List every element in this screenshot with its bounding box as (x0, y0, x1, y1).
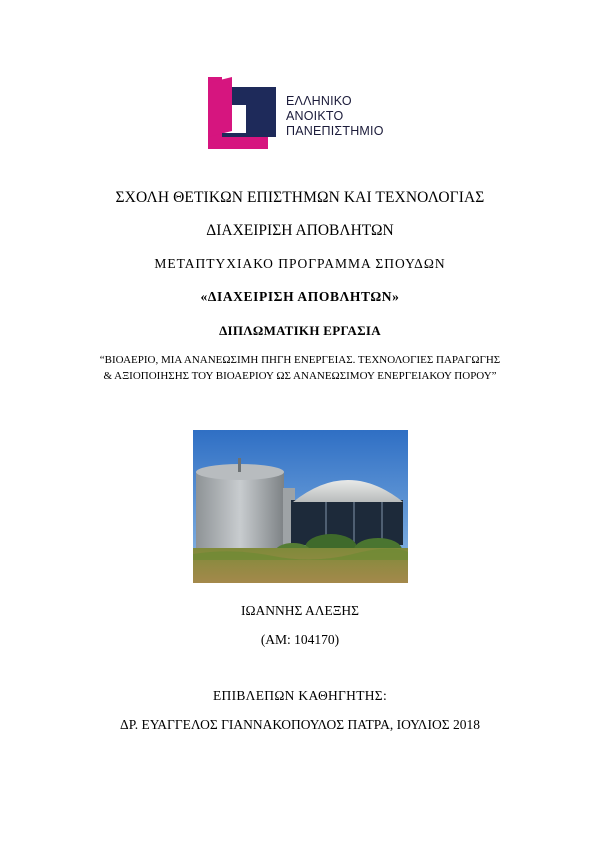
supervisor-label: ΕΠΙΒΛΕΠΩΝ ΚΑΘΗΓΗΤΗΣ: (212, 688, 388, 703)
supervisor-name-and-date: ΔΡ. ΕΥΑΓΓΕΛΟΣ ΓΙΑΝΝΑΚΟΠΟΥΛΟΣ ΠΑΤΡΑ, ΙΟΥΛΙΟΣ 2018 (120, 717, 480, 732)
university-logo-mark-icon (208, 77, 282, 149)
program-label: ΜΕΤΑΠΤΥΧΙΑΚΟ ΠΡΟΓΡΑΜΜΑ ΣΠΟΥΔΩΝ (154, 256, 446, 271)
school-name: ΣΧΟΛΗ ΘΕΤΙΚΩΝ ΕΠΙΣΤΗΜΩΝ ΚΑΙ ΤΕΧΝΟΛΟΓΙΑΣ (115, 189, 485, 206)
thesis-type: ΔΙΠΛΩΜΑΤΙΚΗ ΕΡΓΑΣΙΑ (219, 323, 381, 338)
university-logo-text (286, 94, 384, 139)
program-name: «ΔΙΑΧΕΙΡΙΣΗ ΑΠΟΒΛΗΤΩΝ» (200, 289, 400, 304)
logo-line-3: ΠΑΝΕΠΙΣΤΗΜΙΟ (286, 124, 384, 138)
logo-line-2: ΑΝΟΙΚΤΟ (286, 109, 344, 123)
department-name: ΔΙΑΧΕΙΡΙΣΗ ΑΠΟΒΛΗΤΩΝ (206, 222, 394, 239)
university-logo (208, 77, 408, 149)
biogas-plant-photo (193, 430, 408, 583)
author-name: ΙΩΑΝΝΗΣ ΑΛΕΞΗΣ (240, 603, 360, 618)
thesis-title-line-2: & ΑΞΙΟΠΟΙΗΣΗΣ ΤΟΥ ΒΙΟΑΕΡΙΟΥ ΩΣ ΑΝΑΝΕΩΣΙΜΟΥ ΕΝΕΡΓΕΙΑΚΟΥ ΠΟΡΟΥ” (103, 370, 497, 382)
logo-line-1: ΕΛΛΗΝΙΚΟ (286, 94, 352, 108)
registration-number: (ΑΜ: 104170) (260, 632, 340, 647)
thesis-title-line-1: “ΒΙΟΑΕΡΙΟ, ΜΙΑ ΑΝΑΝΕΩΣΙΜΗ ΠΗΓΗ ΕΝΕΡΓΕΙΑΣ. ΤΕΧΝΟΛΟΓΙΕΣ ΠΑΡΑΓΩΓΗΣ (99, 354, 501, 366)
